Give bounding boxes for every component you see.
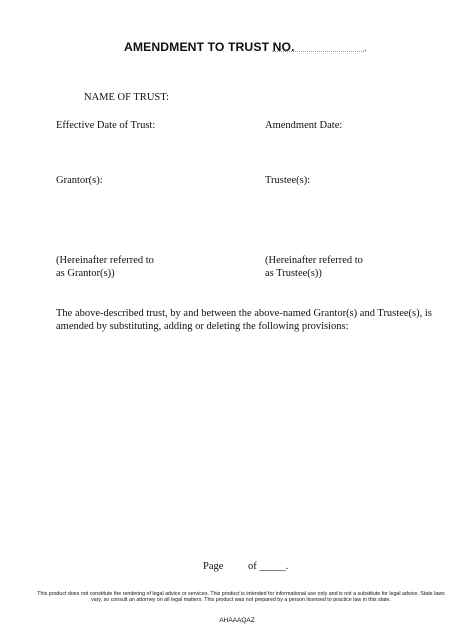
trust-number-blank [272,51,364,52]
amendment-paragraph: The above-described trust, by and between the above-named Grantor(s) and Trustee(s), is amended by substituting, adding or deleting the following provisions: [56,308,432,332]
amendment-date-label: Amendment Date: [265,120,343,131]
form-code: AHAAAQAZ [219,617,255,624]
page-of-label: of _____. [248,561,289,572]
trustees-label: Trustee(s): [265,175,311,186]
grantors-label: Grantor(s): [56,175,103,186]
trustee-referred-line1: (Hereinafter referred to [265,255,363,266]
document-title: AMENDMENT TO TRUST NO. [124,40,295,54]
trustee-referred-line2: as Trustee(s)) [265,268,322,279]
grantor-referred-line1: (Hereinafter referred to [56,255,154,266]
title-end-period: . [364,43,367,54]
legal-disclaimer: This product does not constitute the rendering of legal advice or services. This product is intended for informational use only and is not a substitute for legal advice. State laws vary, so consult an attorney on all legal matters. This product was not prepared by a person licensed to practice law in this state. [37,591,445,604]
effective-date-label: Effective Date of Trust: [56,120,156,131]
page-label: Page [203,561,224,572]
grantor-referred-line2: as Grantor(s)) [56,268,115,279]
name-of-trust-label: NAME OF TRUST: [84,92,170,103]
